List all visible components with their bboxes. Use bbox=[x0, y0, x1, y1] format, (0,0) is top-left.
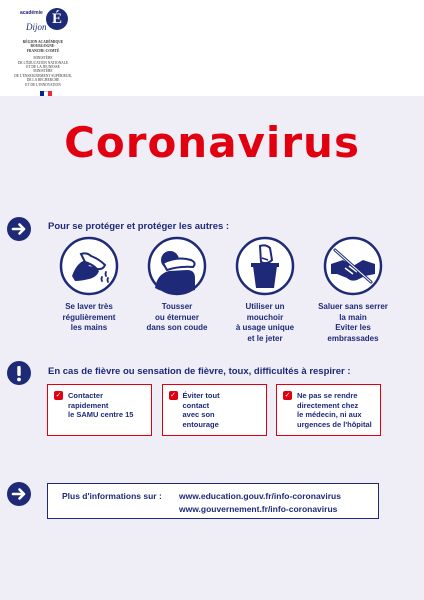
fever-action-card bbox=[162, 384, 267, 436]
institution-line: FRANCHE-COMTÉ bbox=[26, 48, 60, 53]
picto-label-line: les mains bbox=[70, 323, 108, 332]
picto-label-line: ou éternuer bbox=[154, 312, 199, 322]
fever-action-line: contact bbox=[182, 400, 210, 410]
protect-heading: Pour se protéger et protéger les autres : bbox=[48, 221, 230, 232]
institution-line: DE L'ÉDUCATION NATIONALE bbox=[17, 60, 69, 65]
institution-line: BOURGOGNE- bbox=[30, 44, 56, 49]
picto-label-line: Tousser bbox=[161, 302, 193, 311]
handwashing-icon bbox=[59, 236, 119, 296]
picto-label-line: dans son coude bbox=[146, 323, 208, 332]
fever-action-line: Ne pas se rendre bbox=[297, 391, 358, 400]
picto-label-line: mouchoir bbox=[246, 312, 284, 322]
picto-label-line: la main bbox=[339, 312, 367, 322]
logo-letter: É bbox=[46, 8, 68, 30]
page-title: Coronavirus bbox=[64, 118, 360, 167]
fever-action-line: entourage bbox=[182, 419, 219, 429]
institution-line: DE L'ENSEIGNEMENT SUPÉRIEUR, bbox=[14, 73, 72, 78]
fever-actions bbox=[47, 384, 381, 436]
logo-region: Dijon bbox=[26, 22, 47, 32]
poster-body bbox=[0, 96, 424, 600]
gouvernement-link[interactable]: www.gouvernement.fr/info-coronavirus bbox=[179, 504, 338, 514]
arrow-right-icon bbox=[7, 482, 31, 506]
institution-line: MINISTÈRE bbox=[33, 69, 53, 74]
arrow-right-icon bbox=[7, 217, 31, 241]
fever-action-line: Éviter tout bbox=[182, 391, 220, 400]
picto-handwashing bbox=[46, 236, 132, 344]
fever-action-line: le médecin, ni aux bbox=[297, 410, 362, 419]
picto-label-line: Eviter les bbox=[335, 323, 371, 332]
institution-text bbox=[14, 40, 72, 87]
check-icon: ✓ bbox=[55, 392, 62, 399]
fever-action-line: urgences de l'hôpital bbox=[297, 419, 372, 429]
more-info-box bbox=[47, 483, 379, 519]
institution-line: ET DE L'INNOVATION bbox=[25, 82, 61, 87]
fever-heading: En cas de fièvre ou sensation de fièvre, toux, difficultés à respirer : bbox=[48, 366, 351, 377]
institution-line: DE LA RECHERCHE bbox=[26, 78, 60, 83]
institution-line: MINISTÈRE bbox=[33, 56, 53, 61]
picto-label-line: Saluer sans serrer bbox=[318, 302, 388, 311]
check-icon: ✓ bbox=[284, 392, 291, 399]
institution-line: ET DE LA JEUNESSE bbox=[26, 65, 60, 70]
picto-label-line: à usage unique bbox=[235, 323, 295, 332]
picto-label-line: embrassades bbox=[327, 333, 379, 343]
academie-logo bbox=[14, 6, 74, 98]
fever-action-line: rapidement bbox=[68, 400, 109, 410]
fever-action-line: directement chez bbox=[297, 400, 359, 410]
header bbox=[0, 0, 424, 96]
education-link[interactable]: www.education.gouv.fr/info-coronavirus bbox=[179, 491, 341, 501]
logo-top-text: académie bbox=[20, 10, 43, 16]
picto-label-line: et le jeter bbox=[247, 333, 283, 343]
academie-logo-mark bbox=[20, 6, 68, 40]
fever-action-card bbox=[47, 384, 152, 436]
fever-action-line: avec son bbox=[182, 410, 215, 419]
picto-label-line: Se laver très bbox=[65, 302, 113, 311]
protection-pictograms bbox=[46, 236, 396, 344]
fever-action-line: le SAMU centre 15 bbox=[68, 410, 134, 419]
institution-line: RÉGION ACADÉMIQUE bbox=[22, 40, 64, 44]
picto-label-line: Utiliser un bbox=[245, 302, 285, 311]
picto-tissue bbox=[222, 236, 308, 344]
picto-handshake bbox=[310, 236, 396, 344]
cough-elbow-icon bbox=[147, 236, 207, 296]
no-handshake-icon bbox=[323, 236, 383, 296]
tissue-bin-icon bbox=[235, 236, 295, 296]
picto-cough bbox=[134, 236, 220, 344]
fever-action-line: Contacter bbox=[68, 391, 104, 400]
more-info-label: Plus d'informations sur : bbox=[62, 491, 162, 501]
picto-label-line: régulièrement bbox=[62, 312, 116, 322]
exclamation-icon bbox=[7, 361, 31, 385]
fever-action-card bbox=[276, 384, 381, 436]
check-icon: ✓ bbox=[170, 392, 176, 399]
